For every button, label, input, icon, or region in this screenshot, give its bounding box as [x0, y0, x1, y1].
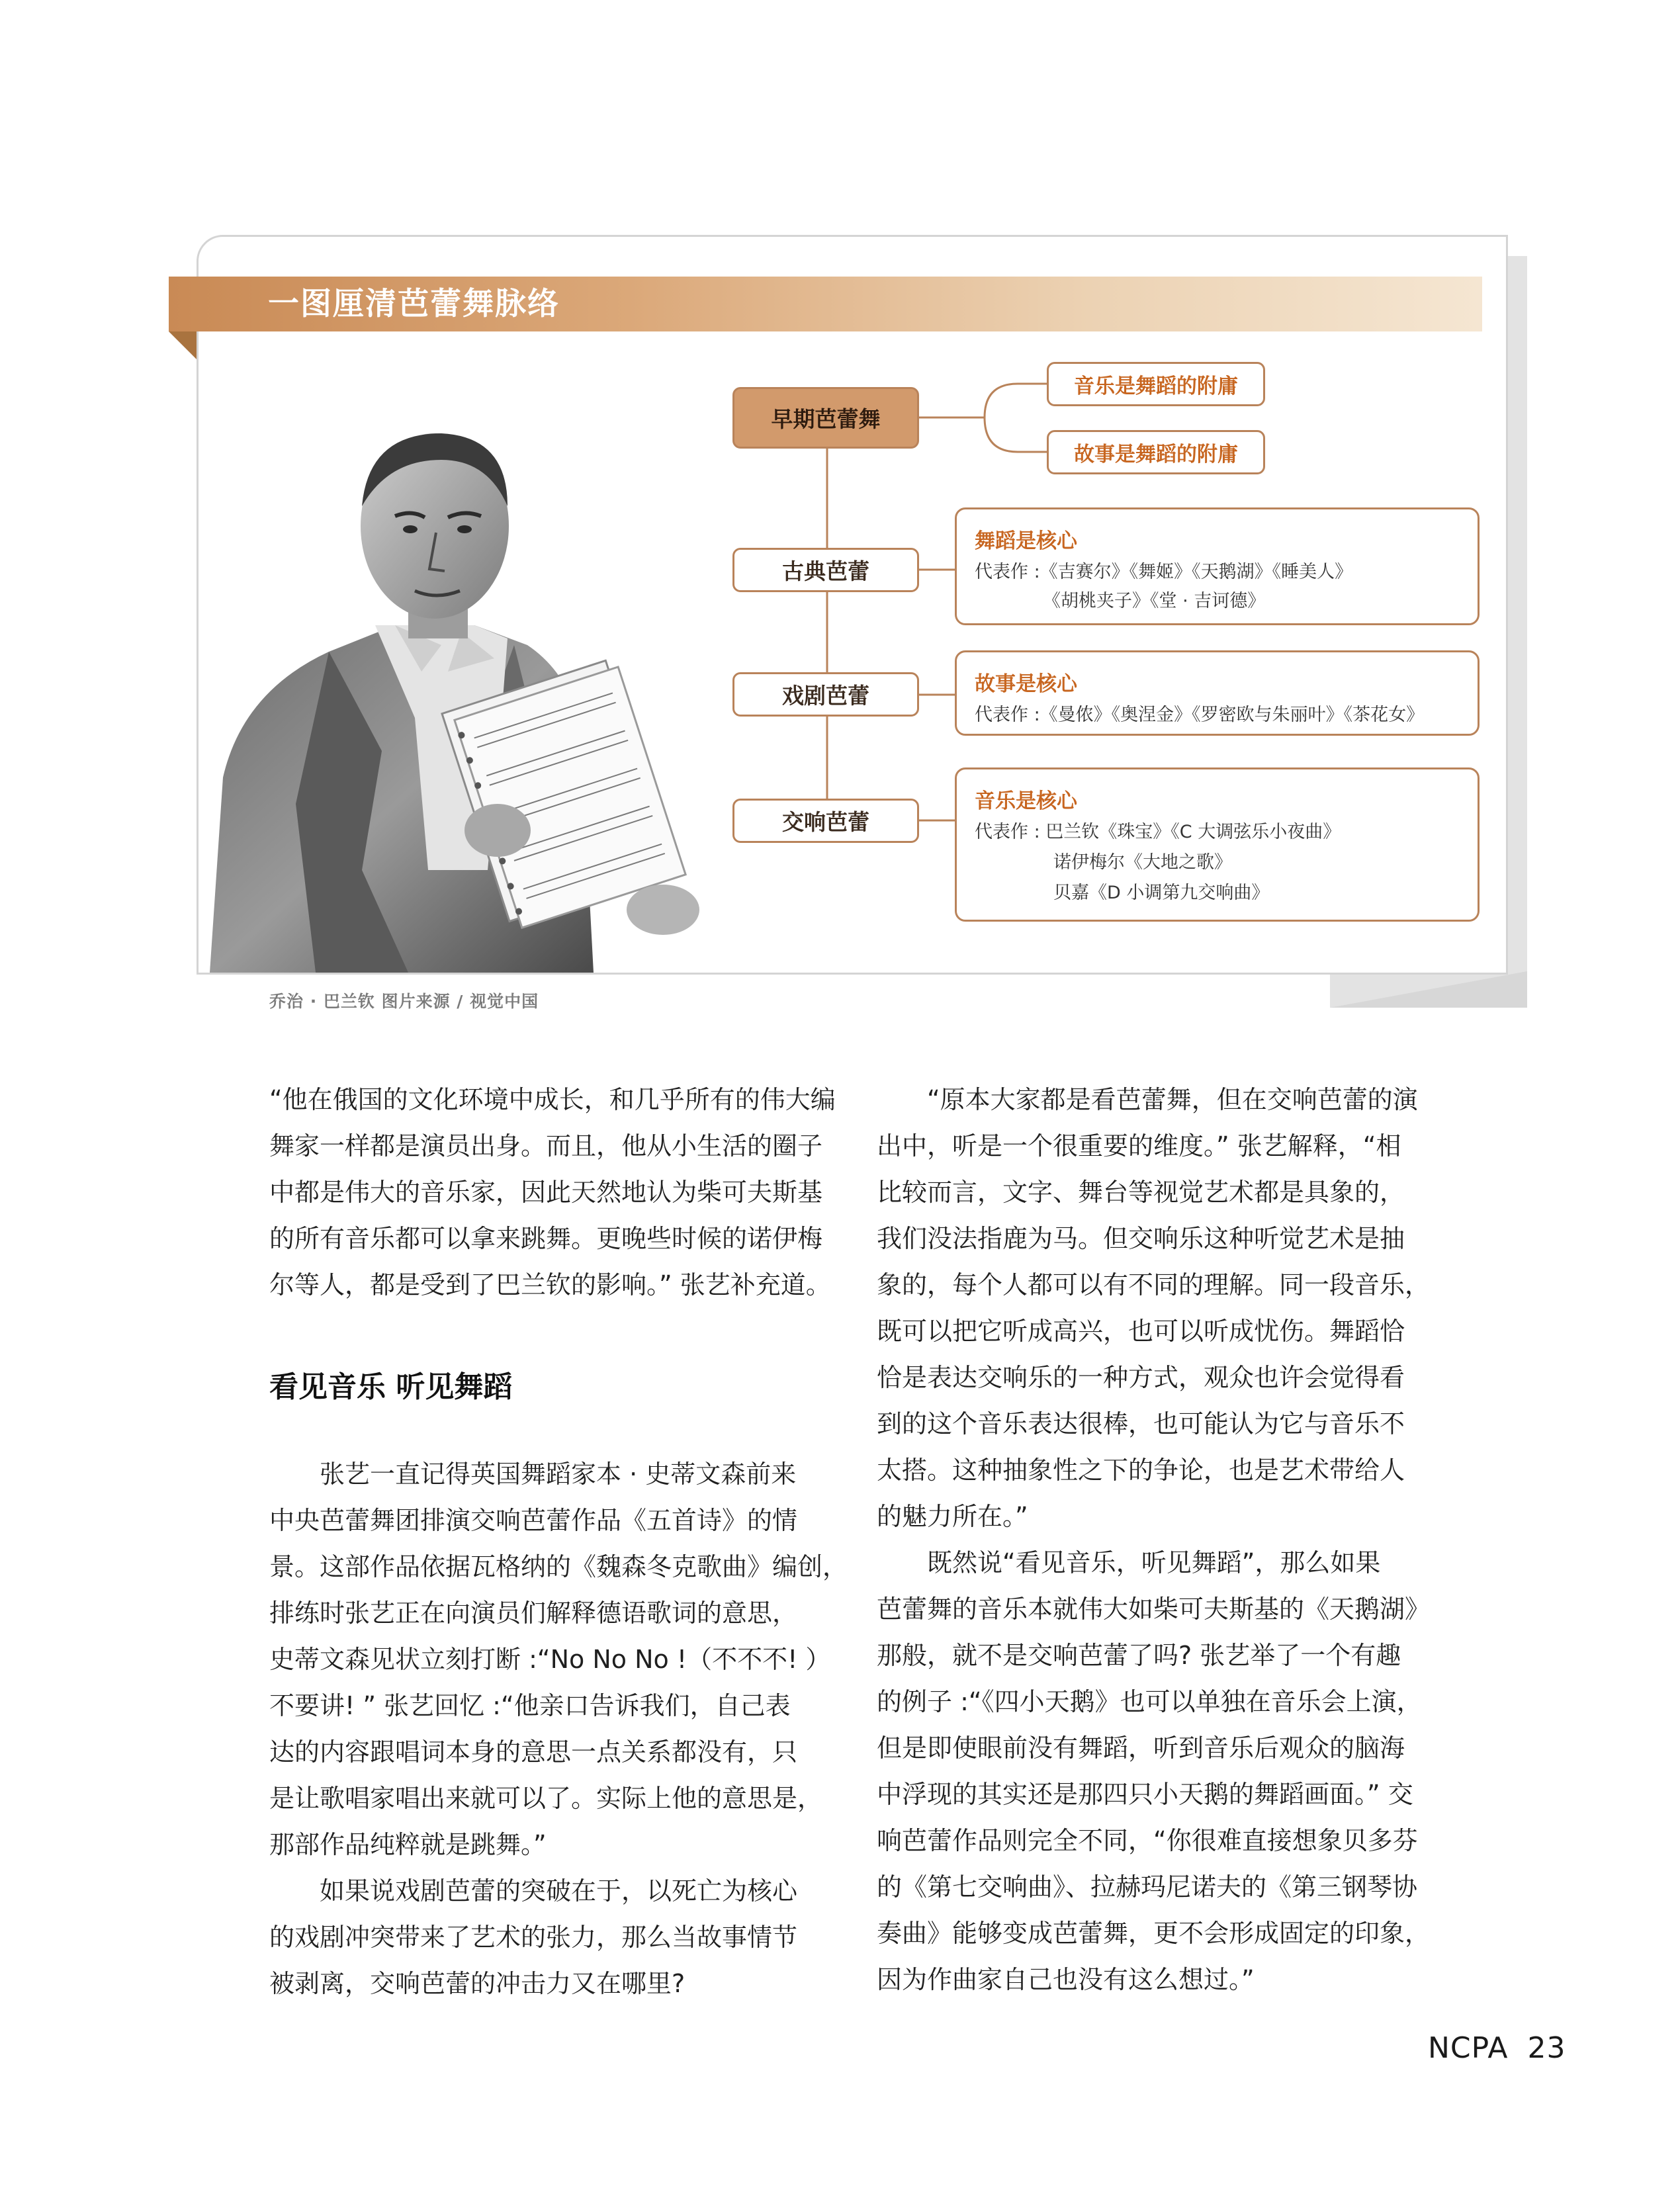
paragraph-line: 的魅力所在。” — [877, 1502, 1028, 1531]
paragraph-line: 的所有音乐都可以拿来跳舞。更晚些时候的诺伊梅 — [269, 1224, 823, 1253]
paragraph-line: “他在俄国的文化环境中成长，和几乎所有的伟大编 — [269, 1085, 836, 1114]
right-column — [877, 1076, 1430, 2003]
paragraph-line: 象的，每个人都可以有不同的理解。同一段音乐， — [877, 1270, 1431, 1299]
card-symphonic-line-2: 诺伊梅尔《大地之歌》 — [1053, 852, 1232, 873]
paragraph-line: 尔等人，都是受到了巴兰钦的影响。” 张艺补充道。 — [269, 1270, 831, 1299]
photo-caption: 乔治 · 巴兰钦 图片来源 / 视觉中国 — [269, 992, 539, 1011]
card-dramatic-line-1: 代表作 :《曼侬》《奥涅金》《罗密欧与朱丽叶》《茶花女》 — [975, 705, 1425, 725]
card-dramatic-heading: 故事是核心 — [975, 672, 1077, 696]
paragraph-line: 中浮现的其实还是那四只小天鹅的舞蹈画面。” 交 — [877, 1780, 1413, 1809]
paragraph-line: 响芭蕾作品则完全不同，“你很难直接想象贝多芬 — [877, 1826, 1418, 1855]
paragraph-line: 芭蕾舞的音乐本就伟大如柴可夫斯基的《天鹅湖》 — [877, 1595, 1431, 1624]
paragraph-line: 的戏剧冲突带来了艺术的张力，那么当故事情节 — [269, 1923, 798, 1952]
paragraph-line: 出中，听是一个很重要的维度。” 张艺解释，“相 — [877, 1131, 1401, 1160]
paragraph-line: 张艺一直记得英国舞蹈家本 · 史蒂文森前来 — [269, 1460, 797, 1489]
paragraph-line: 那般，就不是交响芭蕾了吗? 张艺举了一个有趣 — [877, 1641, 1401, 1670]
paragraph-line: 被剥离，交响芭蕾的冲击力又在哪里? — [269, 1969, 685, 1998]
card-symphonic-line-1: 代表作 : 巴兰钦《珠宝》《C 大调弦乐小夜曲》 — [975, 822, 1341, 842]
left-column-bottom — [269, 1451, 848, 2007]
paragraph-line: 但是即使眼前没有舞蹈，听到音乐后观众的脑海 — [877, 1733, 1405, 1763]
paragraph-line: 中央芭蕾舞团排演交响芭蕾作品《五首诗》的情 — [269, 1506, 798, 1535]
paragraph-line: 比较而言，文字、舞台等视觉艺术都是具象的， — [877, 1178, 1405, 1207]
section-subheading: 看见音乐 听见舞蹈 — [269, 1370, 513, 1404]
paragraph-line: 的例子 :“《四小天鹅》也可以单独在音乐会上演， — [877, 1687, 1422, 1716]
leaf-story-subordinate: 故事是舞蹈的附庸 — [1047, 430, 1265, 474]
card-classical-line-1: 代表作 :《吉赛尔》《舞姬》《天鹅湖》《睡美人》 — [975, 562, 1353, 582]
node-early-ballet: 早期芭蕾舞 — [732, 387, 919, 449]
node-dramatic-ballet: 戏剧芭蕾 — [732, 672, 919, 717]
card-classical-heading: 舞蹈是核心 — [975, 529, 1077, 553]
paragraph-line: 达的内容跟唱词本身的意思一点关系都没有，只 — [269, 1737, 798, 1767]
paragraph-line: 的《第七交响曲》、拉赫玛尼诺夫的《第三钢琴协 — [877, 1872, 1418, 1902]
infographic-title: 一图厘清芭蕾舞脉络 — [268, 286, 560, 322]
card-symphonic — [955, 767, 1480, 922]
paragraph-line: 因为作曲家自己也没有这么想过。” — [877, 1965, 1255, 1994]
portrait-photo — [197, 407, 739, 973]
paragraph-line: 是让歌唱家唱出来就可以了。实际上他的意思是， — [269, 1784, 823, 1813]
paragraph-line: 既然说“看见音乐，听见舞蹈”，那么如果 — [877, 1548, 1381, 1577]
paragraph-line: 舞家一样都是演员出身。而且，他从小生活的圈子 — [269, 1131, 823, 1160]
paragraph-line: 那部作品纯粹就是跳舞。” — [269, 1830, 547, 1859]
card-symphonic-heading: 音乐是核心 — [975, 789, 1077, 813]
card-classical-line-2: 《胡桃夹子》《堂 · 吉诃德》 — [1043, 591, 1266, 611]
card-classical — [955, 507, 1480, 625]
paragraph-line: 景。这部作品依据瓦格纳的《魏森冬克歌曲》编创， — [269, 1552, 848, 1581]
left-column-top — [269, 1076, 836, 1308]
page-number: 23 — [1527, 2031, 1566, 2065]
footer-brand: NCPA — [1428, 2031, 1509, 2065]
paragraph-line: 史蒂文森见状立刻打断 :“No No No !（不不不! ） — [269, 1645, 831, 1674]
page-footer — [1428, 2031, 1566, 2065]
paragraph-line: 到的这个音乐表达很棒，也可能认为它与音乐不 — [877, 1409, 1405, 1438]
node-symphonic-ballet: 交响芭蕾 — [732, 799, 919, 843]
paragraph-line: 奏曲》能够变成芭蕾舞，更不会形成固定的印象， — [877, 1919, 1431, 1948]
paragraph-line: 太搭。这种抽象性之下的争论，也是艺术带给人 — [877, 1456, 1405, 1485]
card-dramatic — [955, 650, 1480, 736]
node-classical-ballet: 古典芭蕾 — [732, 548, 919, 592]
paragraph-line: 既可以把它听成高兴，也可以听成忧伤。舞蹈恰 — [877, 1317, 1405, 1346]
paragraph-line: 不要讲! ” 张艺回忆 :“他亲口告诉我们，自己表 — [269, 1691, 791, 1720]
leaf-music-subordinate: 音乐是舞蹈的附庸 — [1047, 362, 1265, 406]
card-symphonic-line-3: 贝嘉《D 小调第九交响曲》 — [1053, 883, 1270, 903]
paragraph-line: 中都是伟大的音乐家，因此天然地认为柴可夫斯基 — [269, 1178, 823, 1207]
paragraph-line: “原本大家都是看芭蕾舞，但在交响芭蕾的演 — [877, 1085, 1418, 1114]
paragraph-line: 我们没法指鹿为马。但交响乐这种听觉艺术是抽 — [877, 1224, 1405, 1253]
paragraph-line: 恰是表达交响乐的一种方式，观众也许会觉得看 — [877, 1363, 1405, 1392]
paragraph-line: 排练时张艺正在向演员们解释德语歌词的意思， — [269, 1598, 798, 1628]
title-bar-fold — [169, 331, 197, 359]
paragraph-line: 如果说戏剧芭蕾的突破在于，以死亡为核心 — [269, 1876, 798, 1905]
